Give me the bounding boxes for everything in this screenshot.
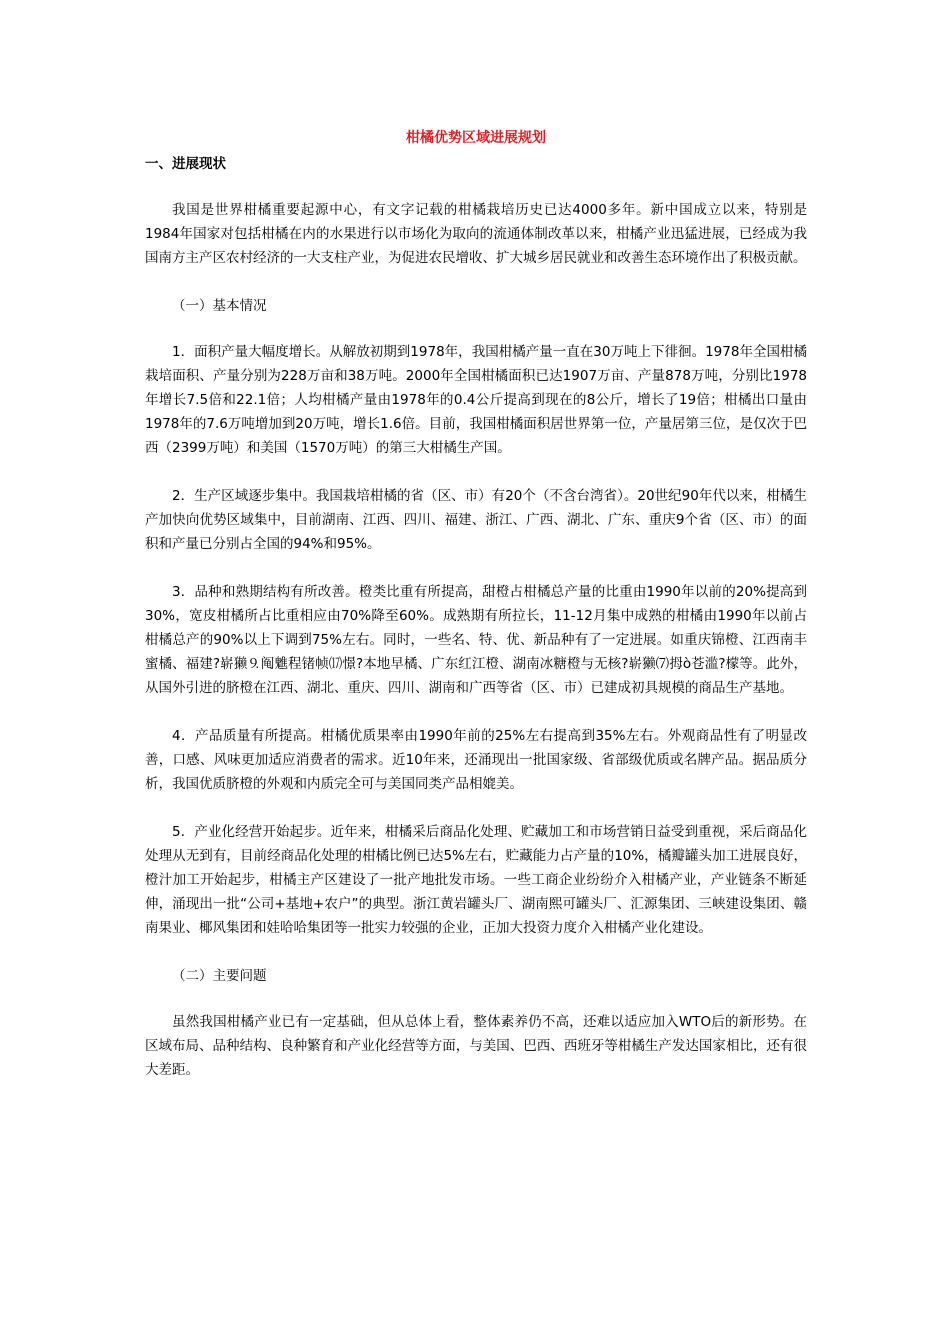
paragraph-item-5: 5．产业化经营开始起步。近年来，柑橘采后商品化处理、贮藏加工和市场营销日益受到重视，采后商品化处理从无到有，目前经商品化处理的柑橘比例已达5%左右，贮藏能力占产量的10%，橘瓣罐头加工进展良好，橙汁加工开始起步，柑橘主产区建设了一批产地批发市场。一些工商企业纷纷介入柑橘产业，产业链条不断延伸，涌现出一批“公司+基地+农户”的典型。浙江黄岩罐头厂、湖南熙可罐头厂、汇源集团、三峡建设集团、赣南果业、椰风集团和娃哈哈集团等一批实力较强的企业，正加大投资力度介入柑橘产业化建设。 — [145, 824, 807, 936]
problems-paragraph: 虽然我国柑橘产业已有一定基础，但从总体上看，整体素养仍不高，还难以适应加入WTO后的新形势。在区域布局、品种结构、良种繁育和产业化经营等方面，与美国、巴西、西班牙等柑橘生产发达国家相比，还有很大差距。 — [145, 1014, 807, 1078]
document-title: 柑橘优势区域进展规划 — [406, 130, 546, 146]
document-page — [145, 126, 807, 1106]
paragraph-item-4: 4．产品质量有所提高。柑橘优质果率由1990年前的25%左右提高到35%左右。外观商品性有了明显改善，口感、风味更加适应消费者的需求。近10年来，还涌现出一批国家级、省部级优质或名牌产品。据品质分析，我国优质脐橙的外观和内质完全可与美国同类产品相媲美。 — [145, 728, 807, 792]
paragraph-item-1: 1．面积产量大幅度增长。从解放初期到1978年，我国柑橘产量一直在30万吨上下徘徊。1978年全国柑橘栽培面积、产量分别为228万亩和38万吨。2000年全国柑橘面积已达1907万亩、产量878万吨，分别比1978年增长7.5倍和22.1倍；人均柑橘产量由1978年的0.4公斤提高到现在的8公斤，增长了19倍；柑橘出口量由1978年的7.6万吨增加到20万吨，增长1.6倍。目前，我国柑橘面积居世界第一位，产量居第三位，是仅次于巴西（2399万吨）和美国（1570万吨）的第三大柑橘生产国。 — [145, 344, 807, 456]
section-heading-status: 一、进展现状 — [145, 156, 226, 172]
paragraph-item-2: 2．生产区域逐步集中。我国栽培柑橘的省（区、市）有20个（不含台湾省）。20世纪90年代以来，柑橘生产加快向优势区域集中，目前湖南、江西、四川、福建、浙江、广西、湖北、广东、重庆9个省（区、市）的面积和产量已分别占全国的94%和95%。 — [145, 488, 807, 552]
subsection-heading-basic: （一）基本情况 — [172, 298, 267, 314]
paragraph-item-3: 3．品种和熟期结构有所改善。橙类比重有所提高，甜橙占柑橘总产量的比重由1990年以前的20%提高到30%，宽皮柑橘所占比重相应由70%降至60%。成熟期有所拉长，11-12月集中成熟的柑橘由1990年以前占柑橘总产的90%以上下调到75%左右。同时，一些名、特、优、新品种有了一定进展。如重庆锦橙、江西南丰蜜橘、福建?崭獭⒐阄魋程锗帧⒄憬?本地早橘、广东红江橙、湖南冰糖橙与无核?崭獭⑺拇ò苍滥?檬等。此外，从国外引进的脐橙在江西、湖北、重庆、四川、湖南和广西等省（区、市）已建成初具规模的商品生产基地。 — [145, 584, 807, 696]
subsection-heading-problems: （二）主要问题 — [172, 968, 267, 984]
intro-paragraph: 我国是世界柑橘重要起源中心，有文字记载的柑橘栽培历史已达4000多年。新中国成立以来，特别是1984年国家对包括柑橘在内的水果进行以市场化为取向的流通体制改革以来，柑橘产业迅猛进展，已经成为我国南方主产区农村经济的一大支柱产业，为促进农民增收、扩大城乡居民就业和改善生态环境作出了积极贡献。 — [145, 202, 807, 266]
